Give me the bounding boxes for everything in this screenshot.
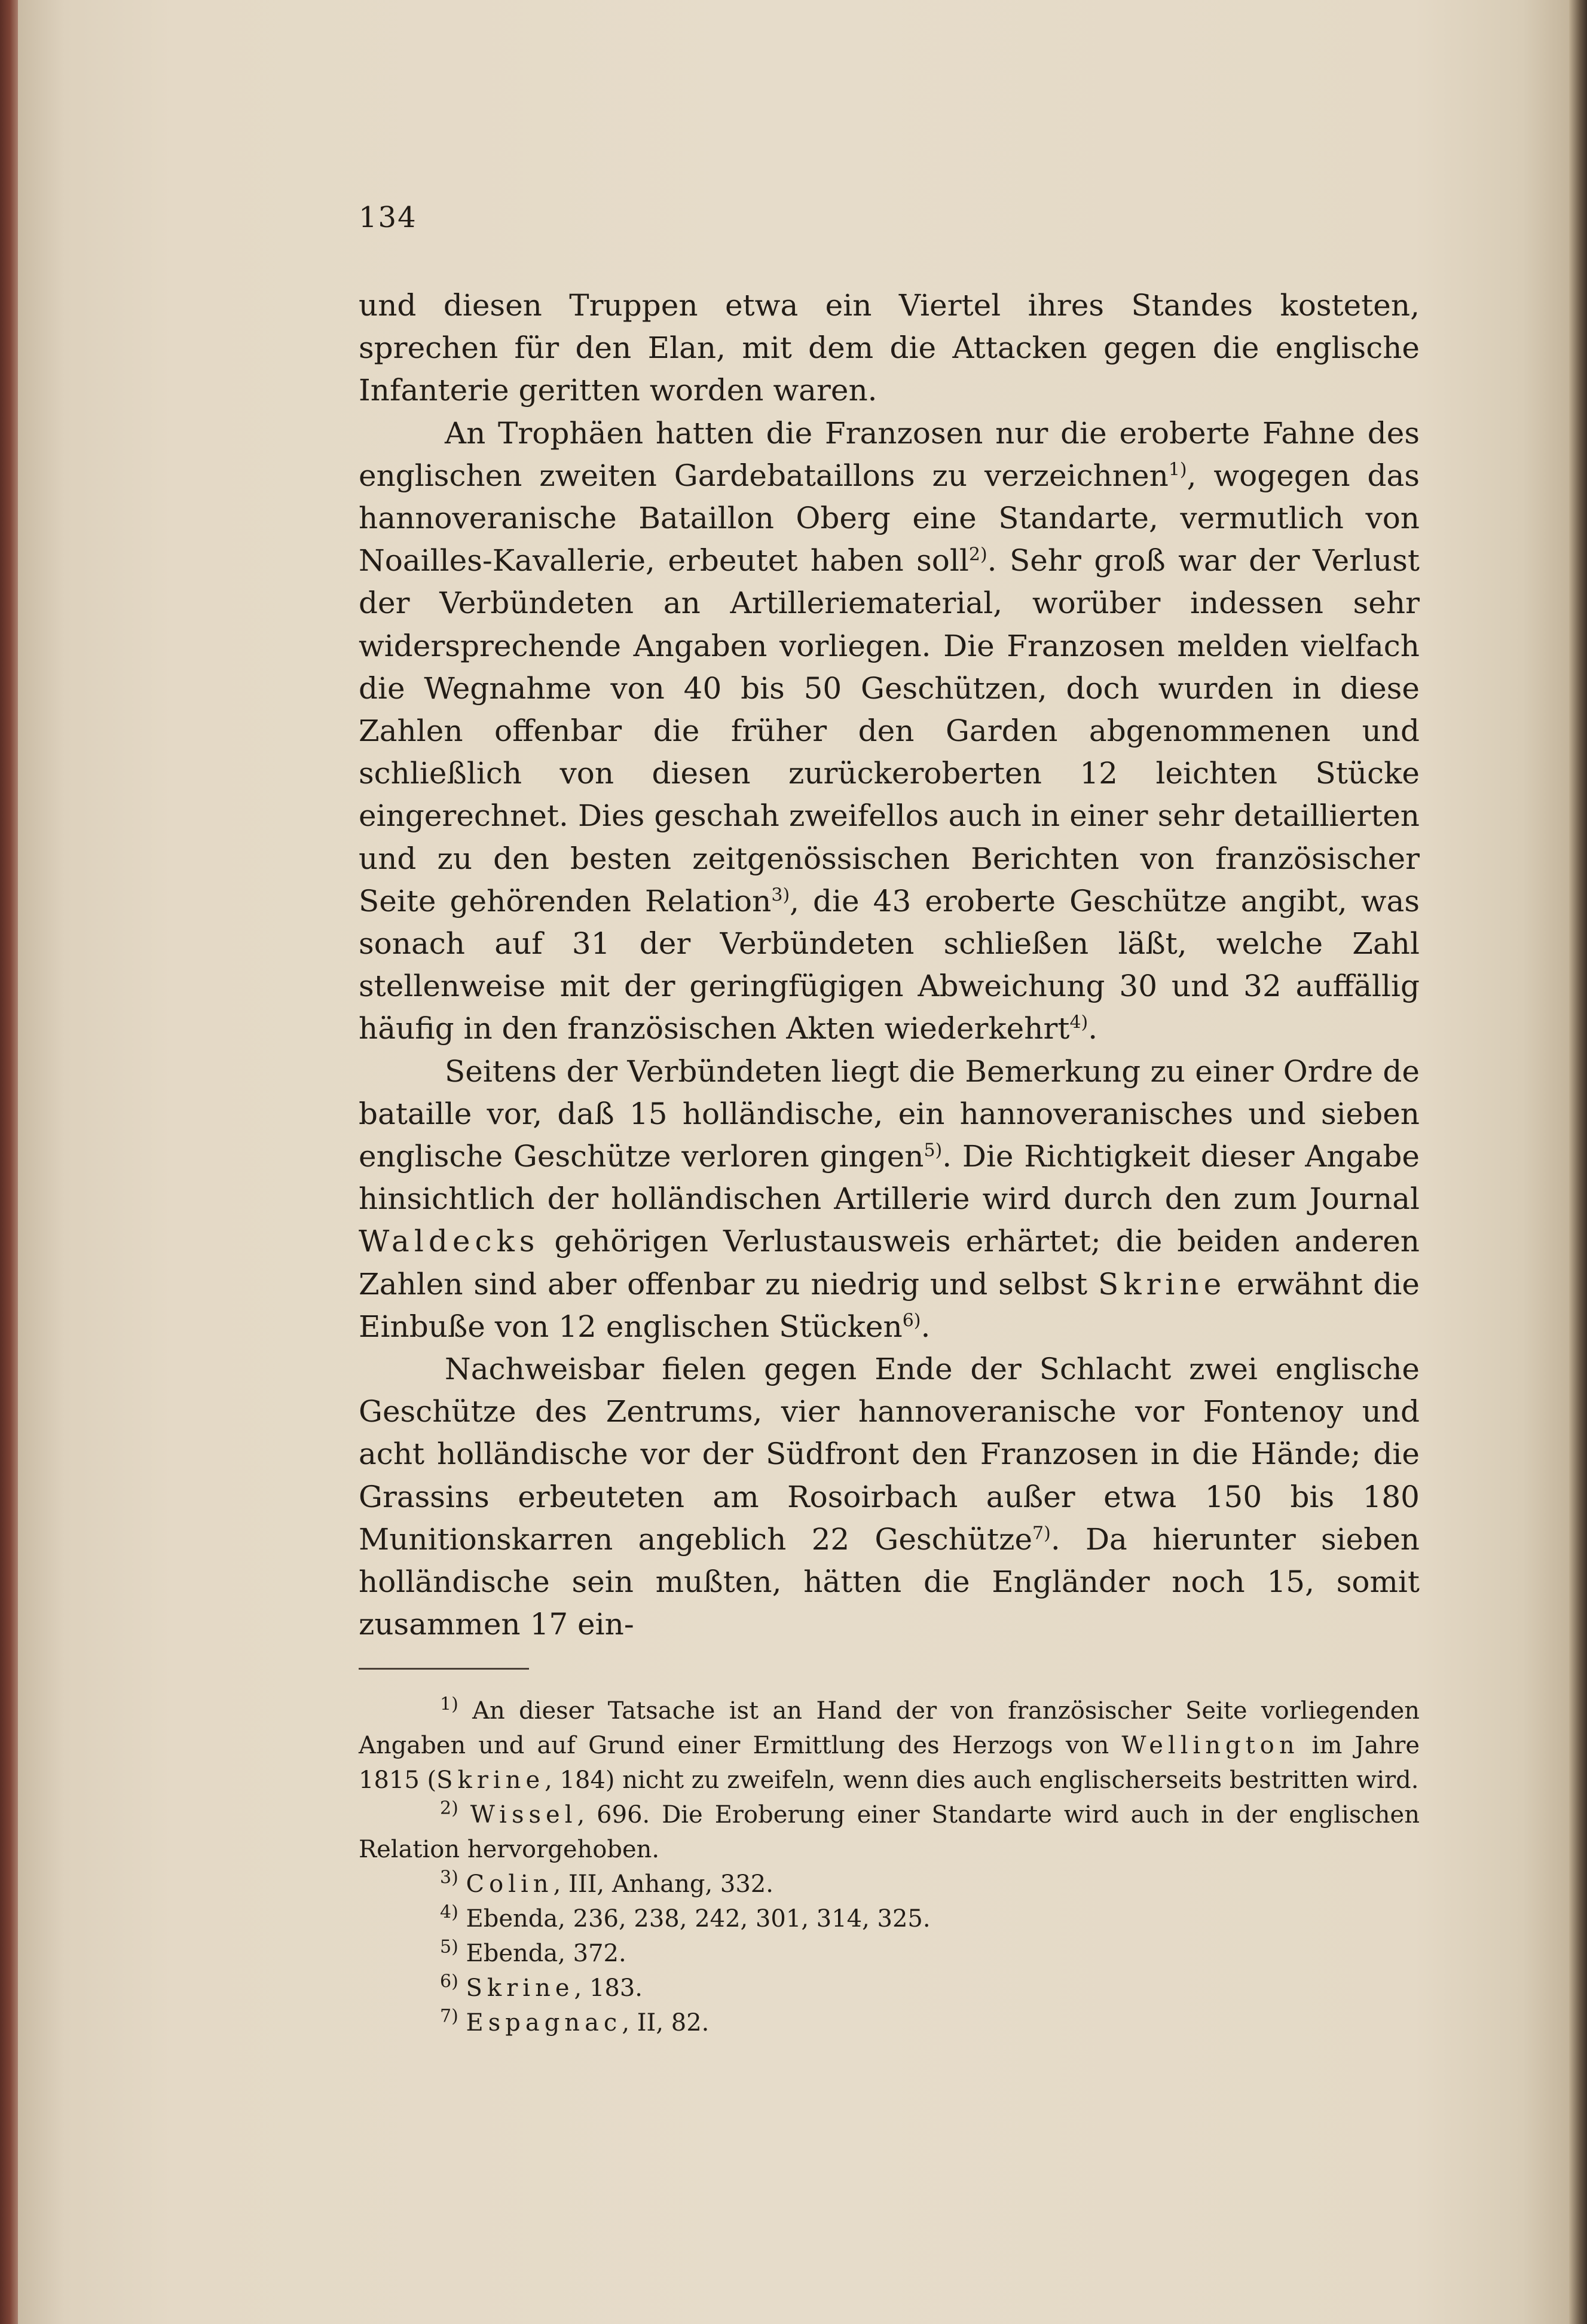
page-right-edge xyxy=(1569,0,1587,2324)
footnote-marker: 4) xyxy=(1069,1012,1088,1033)
footnote-marker: 4) xyxy=(440,1902,458,1923)
spaced-name: Waldecks xyxy=(359,1224,540,1259)
paragraph xyxy=(359,1348,1420,1646)
footnote-marker: 5) xyxy=(440,1936,458,1958)
spaced-name: Wissel xyxy=(470,1801,577,1829)
text-run: erwähnt die Einbuße von 12 englischen Stücken xyxy=(359,1266,1420,1344)
spaced-name: Skrine xyxy=(1097,1266,1227,1302)
text-run: . xyxy=(1088,1011,1098,1046)
footnote xyxy=(359,2005,1420,2040)
footnote xyxy=(359,1971,1420,2005)
text-run: . xyxy=(921,1309,931,1344)
text-run: , die 43 eroberte Geschütze angibt, was sonach auf 31 der Verbündeten schließen läßt, welche Zahl stellenweise mit der geringfügigen Abweichung 30 und 32 auffällig häufig in den französischen Akten wiederkehrt xyxy=(359,883,1420,1046)
body-text xyxy=(359,284,1420,1646)
text-block xyxy=(359,203,1420,2040)
paragraph xyxy=(359,412,1420,1051)
spaced-name: Skrine xyxy=(436,1766,545,1794)
footnote-marker: 1) xyxy=(1168,459,1187,480)
text-run xyxy=(458,2009,466,2037)
spaced-name: Colin xyxy=(466,1870,554,1898)
footnote-marker: 2) xyxy=(968,544,987,565)
footnote-marker: 6) xyxy=(902,1310,921,1331)
text-run: , 696. Die Eroberung einer Standarte wird auch in der englischen Relation hervorgehoben. xyxy=(359,1801,1420,1863)
footnote xyxy=(359,1867,1420,1902)
book-binding-edge xyxy=(0,0,18,2324)
paragraph xyxy=(359,284,1420,412)
text-run: , wogegen das hannoveranische Bataillon Oberg eine Standarte, vermutlich von Noailles-Kavallerie, erbeutet haben soll xyxy=(359,458,1420,578)
footnote-marker: 1) xyxy=(440,1694,458,1715)
text-run: Ebenda, 372. xyxy=(458,1939,626,1967)
footnotes xyxy=(359,1694,1420,2040)
text-run: und diesen Truppen etwa ein Viertel ihres Standes kosteten, sprechen für den Elan, mit dem die Attacken gegen die englische Infanterie geritten worden waren. xyxy=(359,288,1420,408)
spaced-name: Wellington xyxy=(1121,1731,1299,1759)
footnote-marker: 7) xyxy=(1032,1523,1051,1544)
spaced-name: Skrine xyxy=(466,1974,574,2002)
footnote-marker: 2) xyxy=(440,1798,458,1819)
text-run: An dieser Tatsache ist an Hand der von französischer Seite vorliegenden Angaben und auf Grund einer Ermittlung des Herzogs von xyxy=(359,1697,1420,1759)
page-number: 134 xyxy=(359,201,417,234)
text-run: , II, 82. xyxy=(622,2008,710,2037)
paragraph xyxy=(359,1051,1420,1348)
text-run: Ebenda, 236, 238, 242, 301, 314, 325. xyxy=(458,1904,931,1933)
text-run: Seitens der Verbündeten liegt die Bemerkung zu einer Ordre de bataille vor, daß 15 holländische, ein hannoveranisches und sieben englische Geschütze verloren gingen xyxy=(359,1054,1420,1174)
footnote-marker: 6) xyxy=(440,1971,458,1992)
text-run: . Sehr groß war der Verlust der Verbündeten an Artilleriematerial, worüber indessen sehr widersprechende Angaben vorliegen. Die Franzosen melden vielfach die Wegnahme von 40 bis 50 Geschützen, doch wurden in diese Zahlen offenbar die früher den Garden abgenommenen und schließlich von diesen zurückeroberten 12 leichten Stücke eingerechnet. Dies geschah zweifellos auch in einer sehr detaillierten und zu den besten zeitgenössischen Berichten von französischer Seite gehörenden Relation xyxy=(359,543,1420,918)
footnote-marker: 5) xyxy=(924,1140,943,1161)
text-run xyxy=(458,1870,466,1898)
footnote-marker: 3) xyxy=(771,884,790,906)
footnote-separator xyxy=(359,1668,529,1670)
footnote xyxy=(359,1902,1420,1936)
footnote-marker: 7) xyxy=(440,2005,458,2027)
text-run: , 183. xyxy=(574,1974,643,2002)
text-run: . Die Richtigkeit dieser Angabe hinsichtlich der holländischen Artillerie wird durch den zum Journal xyxy=(359,1139,1420,1217)
text-run: gehörigen Verlustausweis erhärtet; die beiden anderen Zahlen sind aber offenbar zu niedrig und selbst xyxy=(359,1224,1420,1302)
text-run xyxy=(458,1801,470,1829)
footnote-marker: 3) xyxy=(440,1867,458,1888)
text-run: . Da hierunter sieben holländische sein mußten, hätten die Engländer noch 15, somit zusammen 17 ein- xyxy=(359,1521,1420,1642)
footnote xyxy=(359,1936,1420,1971)
text-run: , 184) nicht zu zweifeln, wenn dies auch englischerseits bestritten wird. xyxy=(545,1766,1419,1794)
footnote xyxy=(359,1694,1420,1798)
paper-page xyxy=(18,0,1569,2324)
text-run: An Trophäen hatten die Franzosen nur die eroberte Fahne des englischen zweiten Gardebataillons zu verzeichnen xyxy=(359,415,1420,493)
text-run: im Jahre 1815 ( xyxy=(359,1731,1420,1794)
text-run xyxy=(458,1974,466,2002)
spaced-name: Espagnac xyxy=(466,2008,622,2037)
footnote xyxy=(359,1798,1420,1867)
text-run: Nachweisbar fielen gegen Ende der Schlacht zwei englische Geschütze des Zentrums, vier hannoveranische vor Fontenoy und acht holländische vor der Südfront den Franzosen in die Hände; die Grassins erbeuteten am Rosoirbach außer etwa 150 bis 180 Munitionskarren angeblich 22 Geschütze xyxy=(359,1352,1420,1557)
text-run: , III, Anhang, 332. xyxy=(553,1870,773,1898)
